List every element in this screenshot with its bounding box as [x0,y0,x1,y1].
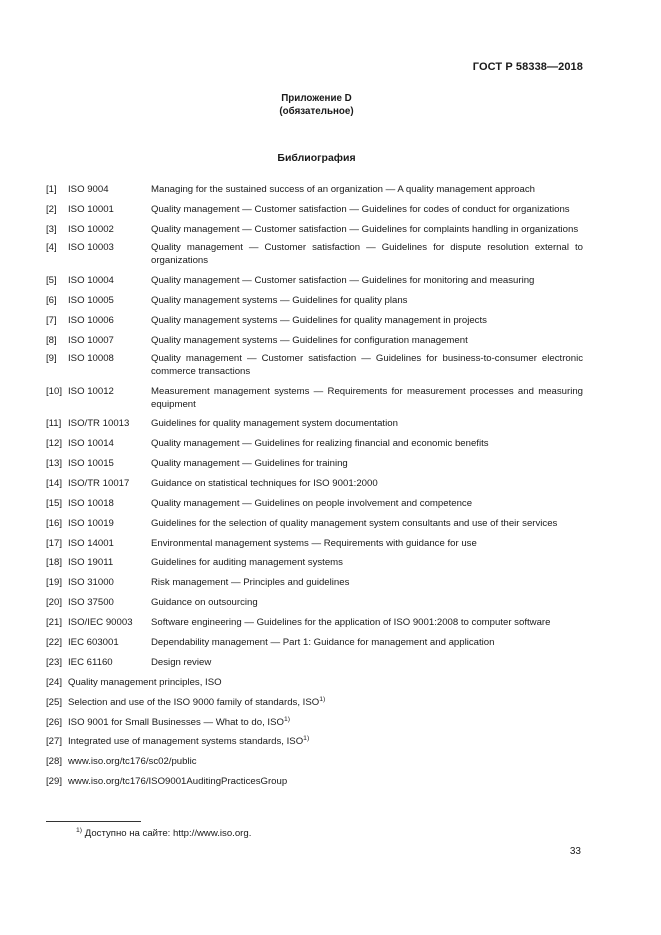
reference-number: [11] [46,418,62,429]
reference-code: ISO 10008 [68,353,114,364]
reference-number: [26] [46,717,63,728]
reference-number: [17] [46,538,63,549]
reference-number: [18] [46,557,63,568]
footnote-reference-marker: 1) [283,716,290,723]
reference-code: ISO 10004 [68,275,114,286]
reference-number: [14] [46,478,63,489]
reference-code: ISO 10003 [68,242,114,253]
reference-title: Environmental management systems — Requirements with guidance for use [151,538,477,549]
reference-number: [9] [46,353,57,364]
reference-code: ISO 10001 [68,204,114,215]
appendix-title: Приложение D [281,93,352,104]
reference-number: [22] [46,637,63,648]
reference-number: [12] [46,438,63,449]
reference-number: [27] [46,736,63,747]
reference-title: Software engineering — Guidelines for the application of ISO 9001:2008 to computer software [151,617,551,628]
reference-code: ISO/TR 10017 [68,478,130,489]
reference-text [68,776,583,789]
reference-code: ISO 10014 [68,438,114,449]
reference-title: ISO 9001 for Small Businesses — What to do, ISO [68,717,284,728]
reference-code: ISO 10018 [68,498,114,509]
footnote [76,828,251,839]
reference-number: [8] [46,335,57,346]
footnote-divider [46,821,141,822]
reference-title: Quality management — Guidelines on people involvement and competence [151,498,473,509]
reference-code: ISO 10012 [68,386,114,397]
reference-number: [20] [46,597,63,608]
reference-text [68,736,583,749]
reference-title: Quality management — Customer satisfaction — Guidelines for monitoring and measuring [151,275,535,286]
reference-number: [13] [46,458,63,469]
reference-code: IEC 603001 [68,637,119,648]
footnote-reference-marker: 1) [303,735,310,742]
footnote-reference-marker: 1) [319,696,326,703]
standard-code: ГОСТ Р 58338—2018 [472,61,583,73]
reference-title: Quality management — Customer satisfaction — Guidelines for complaints handling in organizations [151,224,579,235]
reference-title: Guidelines for quality management system documentation [151,418,398,429]
reference-title: Quality management — Customer satisfaction — Guidelines for business-to-consumer electronic commerce transactions [151,353,583,377]
reference-number: [19] [46,577,63,588]
reference-number: [16] [46,518,63,529]
reference-code: ISO/IEC 90003 [68,617,133,628]
reference-number: [23] [46,657,63,668]
reference-code: ISO 10002 [68,224,114,235]
reference-number: [29] [46,776,63,787]
reference-number: [28] [46,756,63,767]
reference-code: ISO 14001 [68,538,114,549]
reference-title: Quality management — Guidelines for realizing financial and economic benefits [151,438,489,449]
reference-title: Quality management — Customer satisfaction — Guidelines for codes of conduct for organizations [151,204,570,215]
reference-number: [24] [46,677,63,688]
reference-title: Dependability management — Part 1: Guidance for management and application [151,637,495,648]
appendix-subtitle: (обязательное) [279,106,354,117]
reference-code: IEC 61160 [68,657,113,668]
reference-title: Quality management systems — Guidelines for quality management in projects [151,315,487,326]
reference-code: ISO 10005 [68,295,114,306]
reference-code: ISO 37500 [68,597,114,608]
reference-title: Managing for the sustained success of an organization — A quality management approach [151,184,535,195]
reference-number: [21] [46,617,63,628]
reference-title: www.iso.org/tc176/sc02/public [68,756,197,767]
reference-title: Design review [151,657,212,668]
reference-number: [2] [46,204,57,215]
reference-code: ISO 31000 [68,577,114,588]
reference-code: ISO 10007 [68,335,114,346]
reference-title: Quality management systems — Guidelines for configuration management [151,335,468,346]
reference-text [68,697,583,710]
reference-title: Guidance on statistical techniques for ISO 9001:2000 [151,478,378,489]
reference-code: ISO/TR 10013 [68,418,130,429]
reference-title: Guidelines for the selection of quality management system consultants and use of their services [151,518,558,529]
reference-number: [3] [46,224,57,235]
reference-number: [6] [46,295,57,306]
reference-code: ISO 10006 [68,315,114,326]
reference-number: [1] [46,184,57,195]
reference-number: [5] [46,275,57,286]
bibliography-title: Библиография [277,152,356,164]
reference-title: Integrated use of management systems standards, ISO [68,736,304,747]
reference-title: Measurement management systems — Requirements for measurement processes and measuring equipment [151,386,583,410]
reference-title: Quality management principles, ISO [68,677,222,688]
footnote-marker: 1) [76,827,83,834]
reference-text [68,756,583,769]
reference-text [68,677,583,690]
reference-title: Guidance on outsourcing [151,597,258,608]
page-number: 33 [569,846,581,857]
reference-title: Guidelines for auditing management systems [151,557,343,568]
reference-code: ISO 9004 [68,184,109,195]
reference-title: Selection and use of the ISO 9000 family of standards, ISO [68,697,320,708]
reference-title: Quality management — Customer satisfaction — Guidelines for dispute resolution external to organizations [151,242,583,266]
reference-code: ISO 10015 [68,458,114,469]
reference-number: [10] [46,386,63,397]
reference-code: ISO 19011 [68,557,114,568]
reference-title: Quality management — Guidelines for training [151,458,348,469]
footnote-text: Доступно на сайте: http://www.iso.org. [84,828,252,839]
reference-code: ISO 10019 [68,518,114,529]
reference-title: www.iso.org/tc176/ISO9001AuditingPracticesGroup [68,776,288,787]
reference-text [68,717,583,730]
reference-title: Risk management — Principles and guidelines [151,577,350,588]
reference-number: [25] [46,697,63,708]
appendix-heading [0,92,633,118]
reference-number: [4] [46,242,57,253]
reference-number: [15] [46,498,63,509]
reference-number: [7] [46,315,57,326]
reference-title: Quality management systems — Guidelines for quality plans [151,295,408,306]
